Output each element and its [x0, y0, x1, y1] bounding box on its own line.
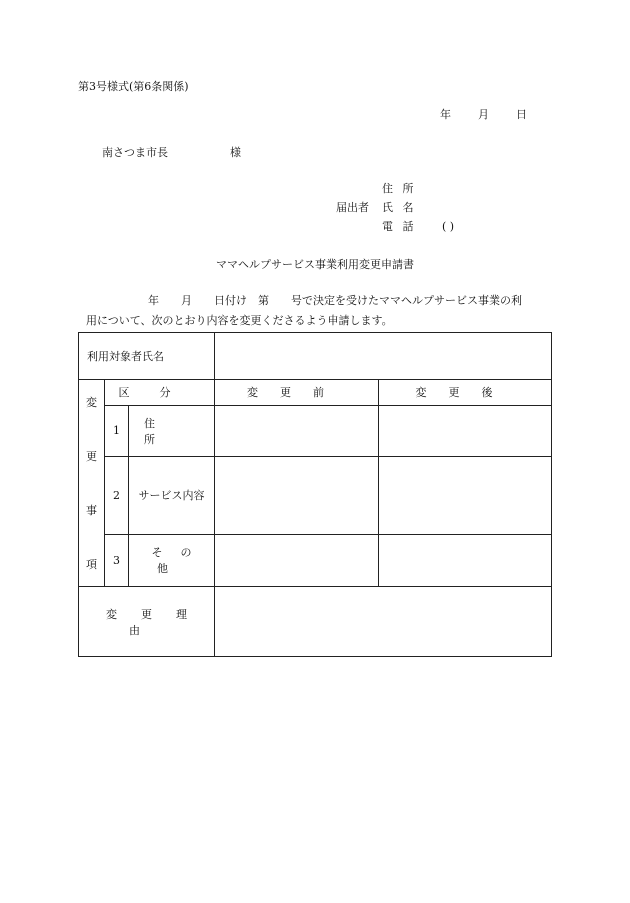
phone-label: 電 話	[382, 220, 417, 233]
addressee-honorific: 様	[230, 146, 241, 159]
service-before-field[interactable]	[215, 456, 379, 534]
before-header	[215, 380, 379, 406]
category-header	[105, 380, 215, 406]
applicant-block	[336, 182, 454, 239]
after-header	[379, 380, 552, 406]
addressee-name: 南さつま市長	[102, 146, 168, 159]
before-label: 変更前	[247, 386, 347, 400]
row-label-address	[129, 405, 215, 456]
document-title: ママヘルプサービス事業利用変更申請書	[216, 258, 414, 271]
reason-label-cell	[79, 587, 215, 657]
row-number: 2	[105, 456, 129, 534]
date-month: 月	[478, 108, 489, 121]
row-label-address-text: 住所	[144, 416, 201, 446]
form-number: 第3号様式(第6条関係)	[78, 80, 189, 93]
change-items-char-1: 変	[86, 396, 97, 409]
row-label-other-text: その他	[151, 546, 210, 576]
change-items-char-2: 更	[86, 450, 97, 463]
change-items-label-cell	[79, 380, 105, 587]
change-items-char-3: 事	[86, 504, 97, 517]
name-label: 氏 名	[382, 201, 417, 214]
phone-paren: ( )	[442, 220, 455, 233]
body-text-line2: 用について、次のとおり内容を変更くださるよう申請します。	[86, 314, 393, 327]
body-text-line1: 年 月 日付け 第 号で決定を受けたママヘルプサービス事業の利	[148, 294, 522, 307]
applicant-prefix: 届出者	[336, 201, 369, 214]
user-name-label: 利用対象者氏名	[87, 350, 164, 363]
address-label: 住 所	[382, 182, 417, 195]
address-before-field[interactable]	[215, 405, 379, 456]
change-items-label	[79, 380, 104, 586]
address-after-field[interactable]	[379, 405, 552, 456]
row-number: 3	[105, 534, 129, 586]
user-name-label-cell	[79, 333, 215, 380]
row-number: 1	[105, 405, 129, 456]
reason-field[interactable]	[215, 587, 552, 657]
change-table	[78, 332, 552, 657]
after-label: 変更後	[415, 386, 515, 400]
category-label: 区分	[118, 386, 201, 400]
date-year: 年	[440, 108, 451, 121]
user-name-field[interactable]	[215, 333, 552, 380]
other-before-field[interactable]	[215, 534, 379, 586]
date-day: 日	[516, 108, 527, 121]
row-label-other	[129, 534, 215, 586]
row-label-service	[129, 456, 215, 534]
row-label-service-text: サービス内容	[138, 489, 205, 503]
service-after-field[interactable]	[379, 456, 552, 534]
reason-label: 変更理由	[106, 607, 211, 637]
date-line	[440, 108, 527, 121]
other-after-field[interactable]	[379, 534, 552, 586]
change-items-char-4: 項	[86, 558, 97, 571]
